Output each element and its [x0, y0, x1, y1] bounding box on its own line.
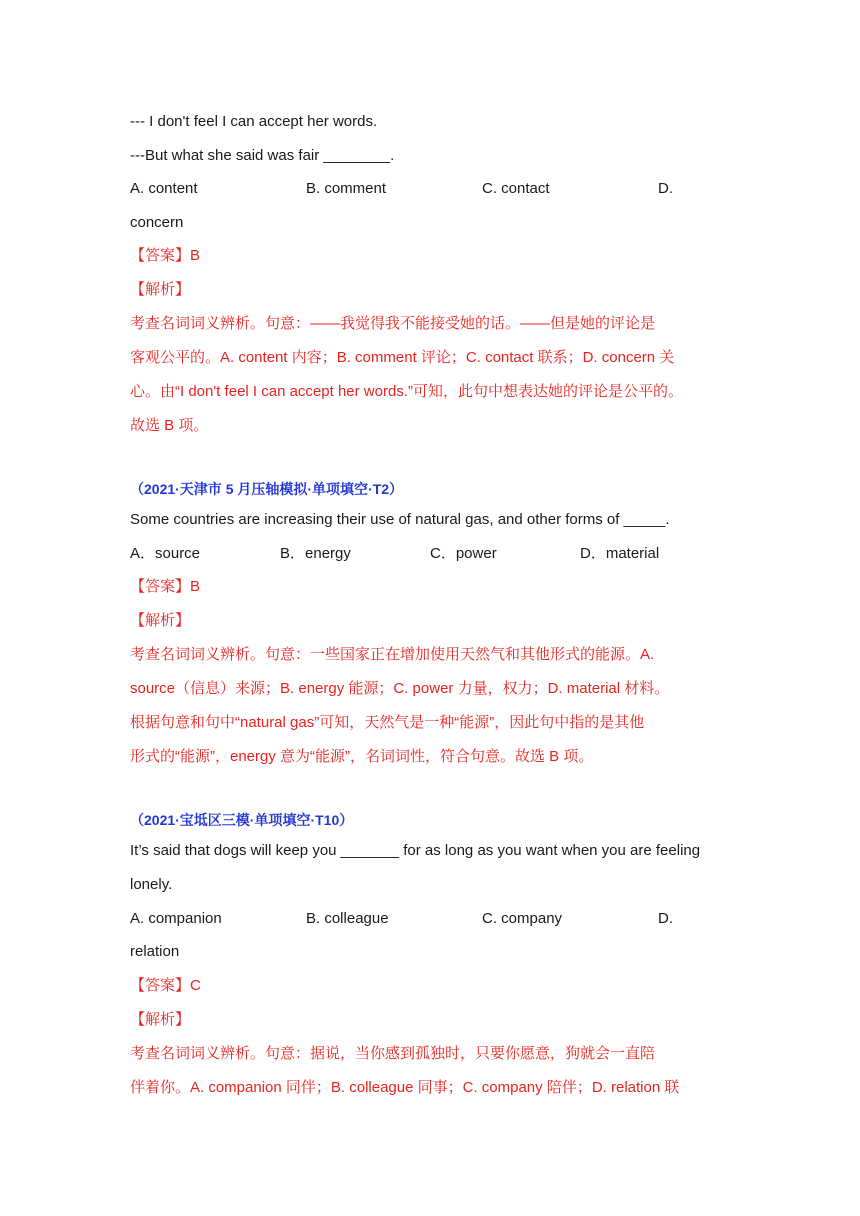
q1-option-d-text: concern — [130, 214, 184, 231]
q1-option-b: B. comment — [306, 180, 387, 197]
q1-dialog-line-1: --- I don't feel I can accept her words. — [130, 113, 378, 130]
q2-analysis-line: 形式的“能源”，energy 意为“能源”，名词词性，符合句意。故选 B 项。 — [130, 748, 594, 765]
q3-analysis-label: 【解析】 — [130, 1011, 191, 1028]
q1-option-a: A. content — [130, 180, 198, 197]
q3-question: It’s said that dogs will keep you _______ for as long as you want when you are feeling — [130, 842, 701, 859]
q1-analysis-label: 【解析】 — [130, 281, 191, 298]
q2-analysis-label: 【解析】 — [130, 612, 191, 629]
q3-analysis-line: 考查名词词义辨析。句意：据说，当你感到孤独时，只要你愿意，狗就会一直陪 — [130, 1045, 656, 1062]
q2-option-d: D．material — [580, 545, 660, 562]
q1-analysis-line: 故选 B 项。 — [130, 417, 209, 434]
q1-dialog-line-2: ---But what she said was fair ________. — [130, 147, 395, 164]
q2-source: （2021·天津市 5 月压轴模拟·单项填空·T2） — [130, 481, 404, 497]
q3-source: （2021·宝坻区三模·单项填空·T10） — [130, 812, 354, 828]
q3-option-a: A. companion — [130, 910, 222, 927]
q1-analysis-line: 心。由“I don't feel I can accept her words.”可知，此句中想表达她的评论是公平的。 — [130, 383, 683, 400]
q1-option-d: D. — [658, 180, 673, 197]
q2-option-b: B．energy — [280, 545, 351, 562]
q1-option-c: C. contact — [482, 180, 550, 197]
q2-analysis-line: 考查名词词义辨析。句意：一些国家正在增加使用天然气和其他形式的能源。A. — [130, 646, 655, 663]
q3-option-b: B. colleague — [306, 910, 389, 927]
q3-option-d: D. — [658, 910, 673, 927]
q1-analysis-line: 考查名词词义辨析。句意：——我觉得我不能接受她的话。——但是她的评论是 — [130, 315, 656, 332]
q1-analysis-line: 客观公平的。A. content 内容；B. comment 评论；C. contact 联系；D. concern 关 — [130, 349, 675, 366]
q3-question-wrap: lonely. — [130, 876, 173, 893]
q2-answer: 【答案】B — [130, 578, 201, 595]
q1-answer: 【答案】B — [130, 247, 201, 264]
q2-analysis-line: 根据句意和句中“natural gas”可知，天然气是一种“能源”，因此句中指的是其他 — [130, 714, 645, 731]
q3-option-d-text: relation — [130, 943, 180, 960]
q2-option-a: A．source — [130, 545, 201, 562]
q2-analysis-line: source（信息）来源；B. energy 能源；C. power 力量，权力；D. material 材料。 — [130, 680, 670, 697]
q3-analysis-line: 伴着你。A. companion 同伴；B. colleague 同事；C. company 陪伴；D. relation 联 — [130, 1079, 680, 1096]
q3-answer: 【答案】C — [130, 977, 201, 994]
q3-option-c: C. company — [482, 910, 563, 927]
q2-option-c: C．power — [430, 545, 497, 562]
q2-question: Some countries are increasing their use of natural gas, and other forms of _____. — [130, 511, 670, 528]
